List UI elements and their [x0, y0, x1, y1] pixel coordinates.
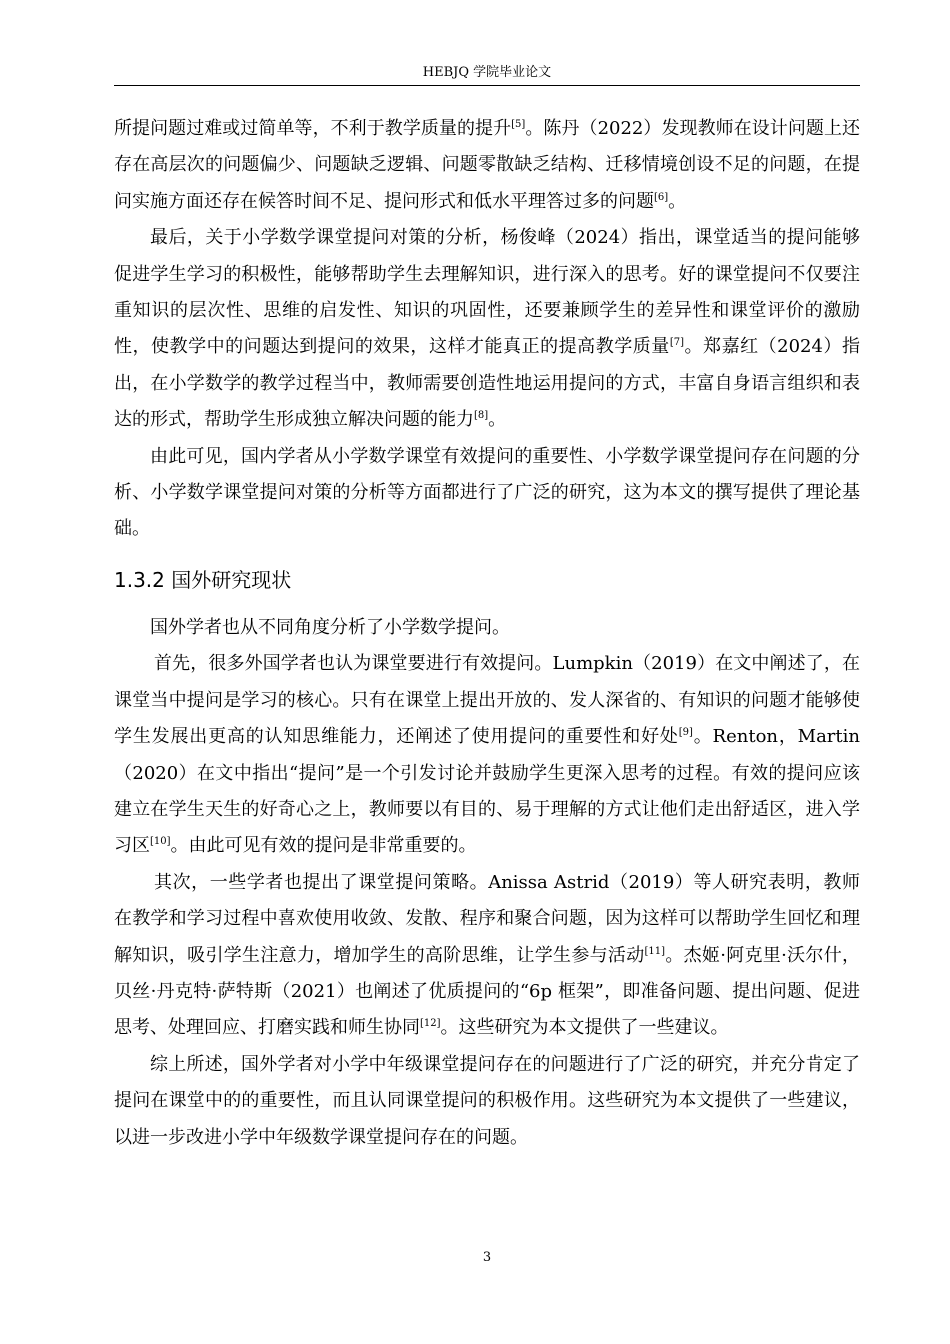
citation: [5]: [511, 119, 526, 130]
citation: [10]: [150, 836, 171, 848]
paragraph-text: 。: [668, 190, 687, 212]
paragraph-text: 。杰姬·阿克里·沃尔什，贝丝·丹克特·萨特斯（2021）也阐述了优质提问的“6p 框架”，即准备问题、提出问题、促进思考、处理回应、打磨实践和师生协同: [114, 944, 860, 1039]
section-heading: 1.3.2 国外研究现状: [114, 567, 292, 592]
citation: [11]: [644, 945, 666, 957]
paragraph: [114, 220, 860, 438]
paragraph-text: 。由此可见有效的提问是非常重要的。: [170, 835, 477, 857]
citation: [7]: [669, 337, 684, 349]
citation: [8]: [474, 410, 489, 422]
citation: [6]: [654, 191, 669, 203]
paragraph-text: 。: [488, 409, 507, 431]
paragraph: [114, 439, 860, 548]
citation: [9]: [678, 727, 693, 739]
paragraph-text: 最后，关于小学数学课堂提问对策的分析，杨俊峰（2024）指出，课堂适当的提问能够促进学生学习的积极性，能够帮助学生去理解知识，进行深入的思考。好的课堂提问不仅要注重知识的层次性、思维的启发性、知识的巩固性，还要兼顾学生的差异性和课堂评价的激励性，使教学中的问题达到提问的效果，这样才能真正的提高教学质量: [114, 227, 860, 358]
paragraph: [114, 1047, 860, 1156]
page-number: 3: [482, 1250, 492, 1265]
paragraph: [114, 865, 860, 1047]
paragraph-text: 。Renton，Martin（2020）在文中指出“提问”是一个引发讨论并鼓励学生更深入思考的过程。有效的提问应该建立在学生天生的好奇心之上，教师要以有目的、易于理解的方式让他们走出舒适区，进入学习区: [114, 726, 860, 857]
paragraph: [114, 646, 860, 864]
paragraph-text: 。这些研究为本文提供了一些建议。: [440, 1017, 729, 1039]
paragraph-text: 由此可见，国内学者从小学数学课堂有效提问的重要性、小学数学课堂提问存在问题的分析、小学数学课堂提问对策的分析等方面都进行了广泛的研究，这为本文的撰写提供了理论基础。: [114, 445, 860, 540]
paragraph: [114, 610, 860, 646]
paragraph-text: 。郑嘉红（2024）指出，在小学数学的教学过程当中，教师需要创造性地运用提问的方式，丰富自身语言组织和表达的形式，帮助学生形成独立解决问题的能力: [114, 336, 861, 431]
page-body: [114, 111, 860, 1156]
paragraph-text: 首先，很多外国学者也认为课堂要进行有效提问。Lumpkin（2019）在文中阐述了，在课堂当中提问是学习的核心。只有在课堂上提出开放的、发人深省的、有知识的问题才能够使学生发展出更高的认知思维能力，还阐述了使用提问的重要性和好处: [114, 653, 860, 748]
paragraph-text: 所提问题过难或过简单等，不利于教学质量的提升: [114, 118, 512, 139]
paragraph: [114, 111, 860, 220]
running-header: HEBJQ 学院毕业论文: [422, 65, 552, 80]
paragraph-text: 综上所述，国外学者对小学中年级课堂提问存在的问题进行了广泛的研究，并充分肯定了提问在课堂中的的重要性，而且认同课堂提问的积极作用。这些研究为本文提供了一些建议，以进一步改进小学中年级数学课堂提问存在的问题。: [114, 1053, 860, 1148]
header-rule: [114, 85, 860, 86]
paragraph-text: 其次，一些学者也提出了课堂提问策略。Anissa Astrid（2019）等人研究表明，教师在教学和学习过程中喜欢使用收敛、发散、程序和聚合问题，因为这样可以帮助学生回忆和理解知识，吸引学生注意力，增加学生的高阶思维，让学生参与活动: [114, 871, 860, 966]
paragraph-text: 国外学者也从不同角度分析了小学数学提问。: [150, 616, 510, 638]
citation: [12]: [420, 1018, 441, 1030]
paragraph-text: 。陈丹（2022）发现教师在设计问题上还存在高层次的问题偏少、问题缺乏逻辑、问题零散缺乏结构、迁移情境创设不足的问题，在提问实施方面还存在候答时间不足、提问形式和低水平理答过多的问题: [114, 118, 860, 212]
